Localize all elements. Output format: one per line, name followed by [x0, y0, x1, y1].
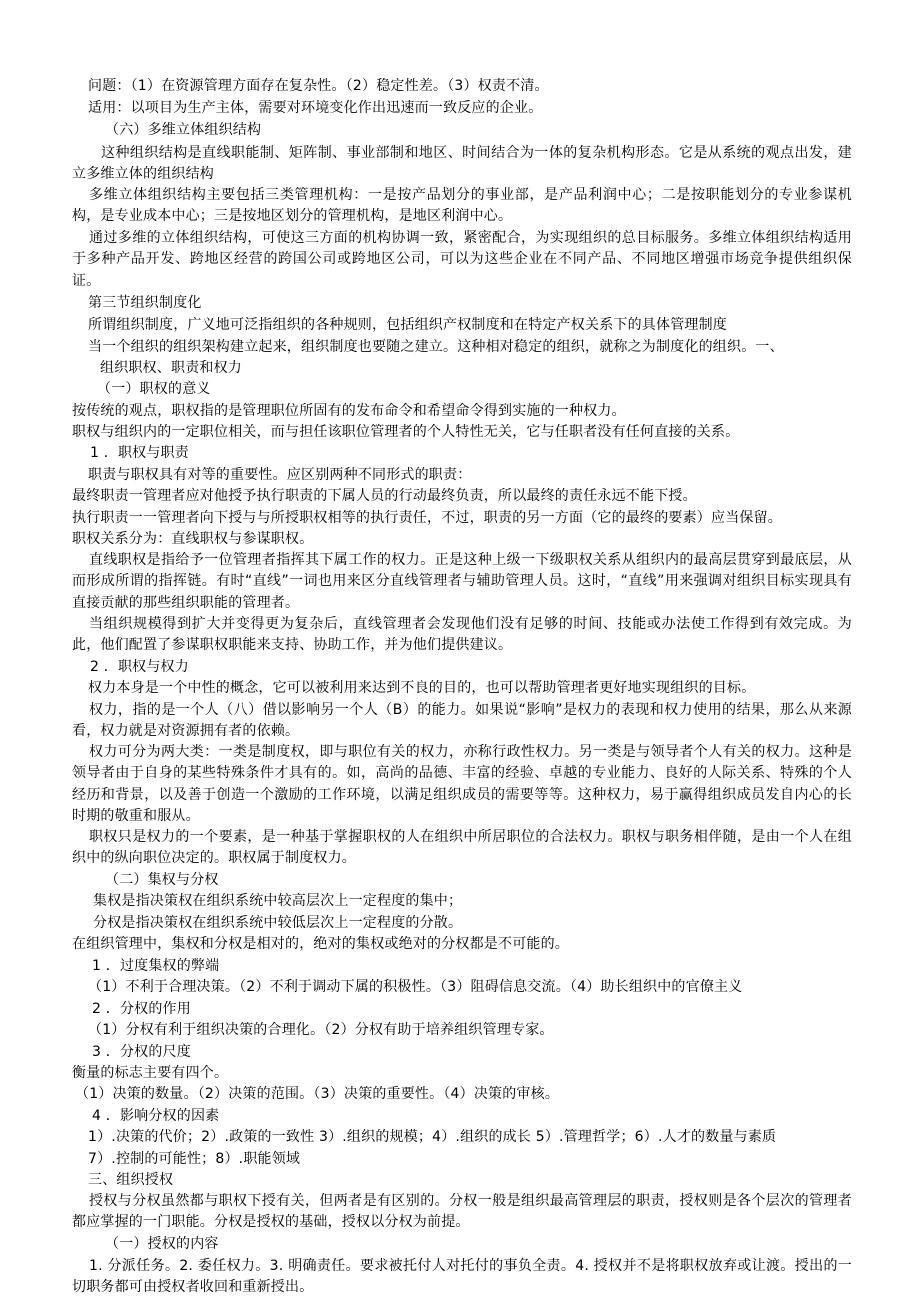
section-heading: （二）集权与分权 [105, 872, 219, 888]
numbered-heading: 1 ．职权与职责 [90, 445, 189, 461]
section-heading: 组织职权、职责和权力 [100, 360, 242, 376]
section-heading: 三、组织授权 [88, 1172, 174, 1188]
paragraph: 授权与分权虽然都与职权下授有关，但两者是有区别的。分权一般是组织最高管理层的职责，授权则是各个层次的管理者都应掌握的一门职能。分权是授权的基础，授权以分权为前提。 [72, 1193, 852, 1231]
section-heading: （一）授权的内容 [105, 1236, 219, 1252]
text-line: 集权是指决策权在组织系统中较高层次上一定程度的集中； [93, 893, 463, 909]
paragraph: 多维立体组织结构主要包括三类管理机构：一是按产品划分的事业部，是产品利润中心；二是按职能划分的专业参谋机构，是专业成本中心；三是按地区划分的管理机构，是地区利润中心。 [72, 187, 852, 225]
numbered-heading: 4 ．影响分权的因素 [92, 1108, 220, 1124]
text-line: 分权是指决策权在组织系统中较低层次上一定程度的分散。 [93, 915, 463, 931]
paragraph: 职权只是权力的一个要素，是一种基于掌握职权的人在组织中所居职位的合法权力。职权与职务相伴随，是由一个人在组织中的纵向职位决定的。职权属于制度权力。 [72, 829, 852, 867]
paragraph: 当组织规模得到扩大并变得更为复杂后，直线管理者会发现他们没有足够的时间、技能或办法使工作得到有效完成。为此，他们配置了参谋职权职能来支持、协助工作，并为他们提供建议。 [72, 616, 852, 654]
list-line: （1）决策的数量。（2）决策的范围。（3）决策的重要性。（4）决策的审核。 [75, 1086, 560, 1102]
section-heading: （六）多维立体组织结构 [105, 122, 262, 138]
section-heading: 第三节组织制度化 [88, 295, 202, 311]
text-line: 当一个组织的组织架构建立起来，组织制度也要随之建立。这种相对稳定的组织，就称之为制度化的组织。一、 [88, 339, 784, 355]
list-line: （1）分权有利于组织决策的合理化。（2）分权有助于培养组织管理专家。 [88, 1022, 554, 1038]
paragraph: 这种组织结构是直线职能制、矩阵制、事业部制和地区、时间结合为一体的复杂机构形态。它是从系统的观点出发，建立多维立体的组织结构 [72, 145, 852, 183]
numbered-heading: 2 ．分权的作用 [92, 1001, 191, 1017]
text-line: 最终职责一管理者应对他授予执行职责的下属人员的行动最终负责，所以最终的责任永远不能下授。 [72, 488, 697, 504]
paragraph: 通过多维的立体组织结构，可使这三方面的机构协调一致，紧密配合，为实现组织的总目标服务。多维立体组织结构适用于多种产品开发、跨地区经营的跨国公司或跨地区公司，可以为这些企业在不同产品、不同地区增强市场竞争提供组织保证。 [72, 230, 852, 289]
text-line: 按传统的观点，职权指的是管理职位所固有的发布命令和希望命令得到实施的一种权力。 [72, 403, 626, 419]
paragraph: 权力可分为两大类：一类是制度权，即与职位有关的权力，亦称行政性权力。另一类是与领导者个人有关的权力。这种是领导者由于自身的某些特殊条件才具有的。如，高尚的品德、丰富的经验、卓越的专业能力、良好的人际关系、特殊的个人经历和背景，以及善于创造一个激励的工作环境，以满足组织成员的需要等等。这种权力，易于赢得组织成员发自内心的长时期的敬重和服从。 [72, 744, 852, 825]
text-line: 在组织管理中，集权和分权是相对的，绝对的集权或绝对的分权都是不可能的。 [72, 936, 569, 952]
text-line: 权力本身是一个中性的概念，它可以被利用来达到不良的目的，也可以帮助管理者更好地实现组织的目标。 [88, 680, 756, 696]
paragraph: 1. 分派任务。2. 委任权力。3. 明确责任。要求被托付人对托付的事负全责。4. 授权并不是将职权放弃或让渡。授出的一切职务都可由授权者收回和重新授出。 [72, 1258, 852, 1296]
list-line: （1）不利于合理决策。（2）不利于调动下属的积极性。（3）阻碍信息交流。（4）助长组织中的官僚主义 [88, 979, 743, 995]
text-line: 职权关系分为：直线职权与参谋职权。 [72, 531, 314, 547]
text-line: 衡量的标志主要有四个。 [72, 1065, 229, 1081]
text-line: 所谓组织制度，广义地可泛指组织的各种规则，包括组织产权制度和在特定产权关系下的具体管理制度 [88, 317, 727, 333]
text-line: 职权与组织内的一定职位相关，而与担任该职位管理者的个人特性无关，它与任职者没有任何直接的关系。 [72, 424, 740, 440]
paragraph: 权力，指的是一个人（八）借以影响另一个人（B）的能力。如果说“影响”是权力的表现和权力使用的结果，那么从来源看，权力就是对资源拥有者的依赖。 [72, 702, 852, 740]
section-heading: （一）职权的意义 [97, 381, 211, 397]
applicability-line: 适用：以项目为生产主体，需要对环境变化作出迅速而一致反应的企业。 [88, 100, 543, 116]
numbered-heading: 2 ．职权与权力 [90, 659, 189, 675]
list-line: 7）.控制的可能性；8）.职能领域 [88, 1151, 301, 1167]
problems-line: 问题：（1）在资源管理方面存在复杂性。（2）稳定性差。（3）权责不清。 [88, 78, 549, 94]
list-line: 1）.决策的代价；2）.政策的一致性 3）.组织的规模；4）.组织的成长 5）.管理哲学；6）.人才的数量与素质 [88, 1129, 777, 1145]
numbered-heading: 3 ．分权的尺度 [92, 1044, 191, 1060]
numbered-heading: 1 ．过度集权的弊端 [92, 958, 220, 974]
paragraph: 直线职权是指给予一位管理者指挥其下属工作的权力。正是这种上级一下级职权关系从组织内的最高层贯穿到最底层，从而形成所谓的指挥链。有时“直线”一词也用来区分直线管理者与辅助管理人员。这时，“直线”用来强调对组织目标实现具有直接贡献的那些组织职能的管理者。 [72, 552, 852, 611]
text-line: 职责与职权具有对等的重要性。应区别两种不同形式的职责： [88, 467, 472, 483]
text-line: 执行职责一一管理者向下授与与所授职权相等的执行责任，不过，职责的另一方面（它的最终的要素）应当保留。 [72, 510, 782, 526]
